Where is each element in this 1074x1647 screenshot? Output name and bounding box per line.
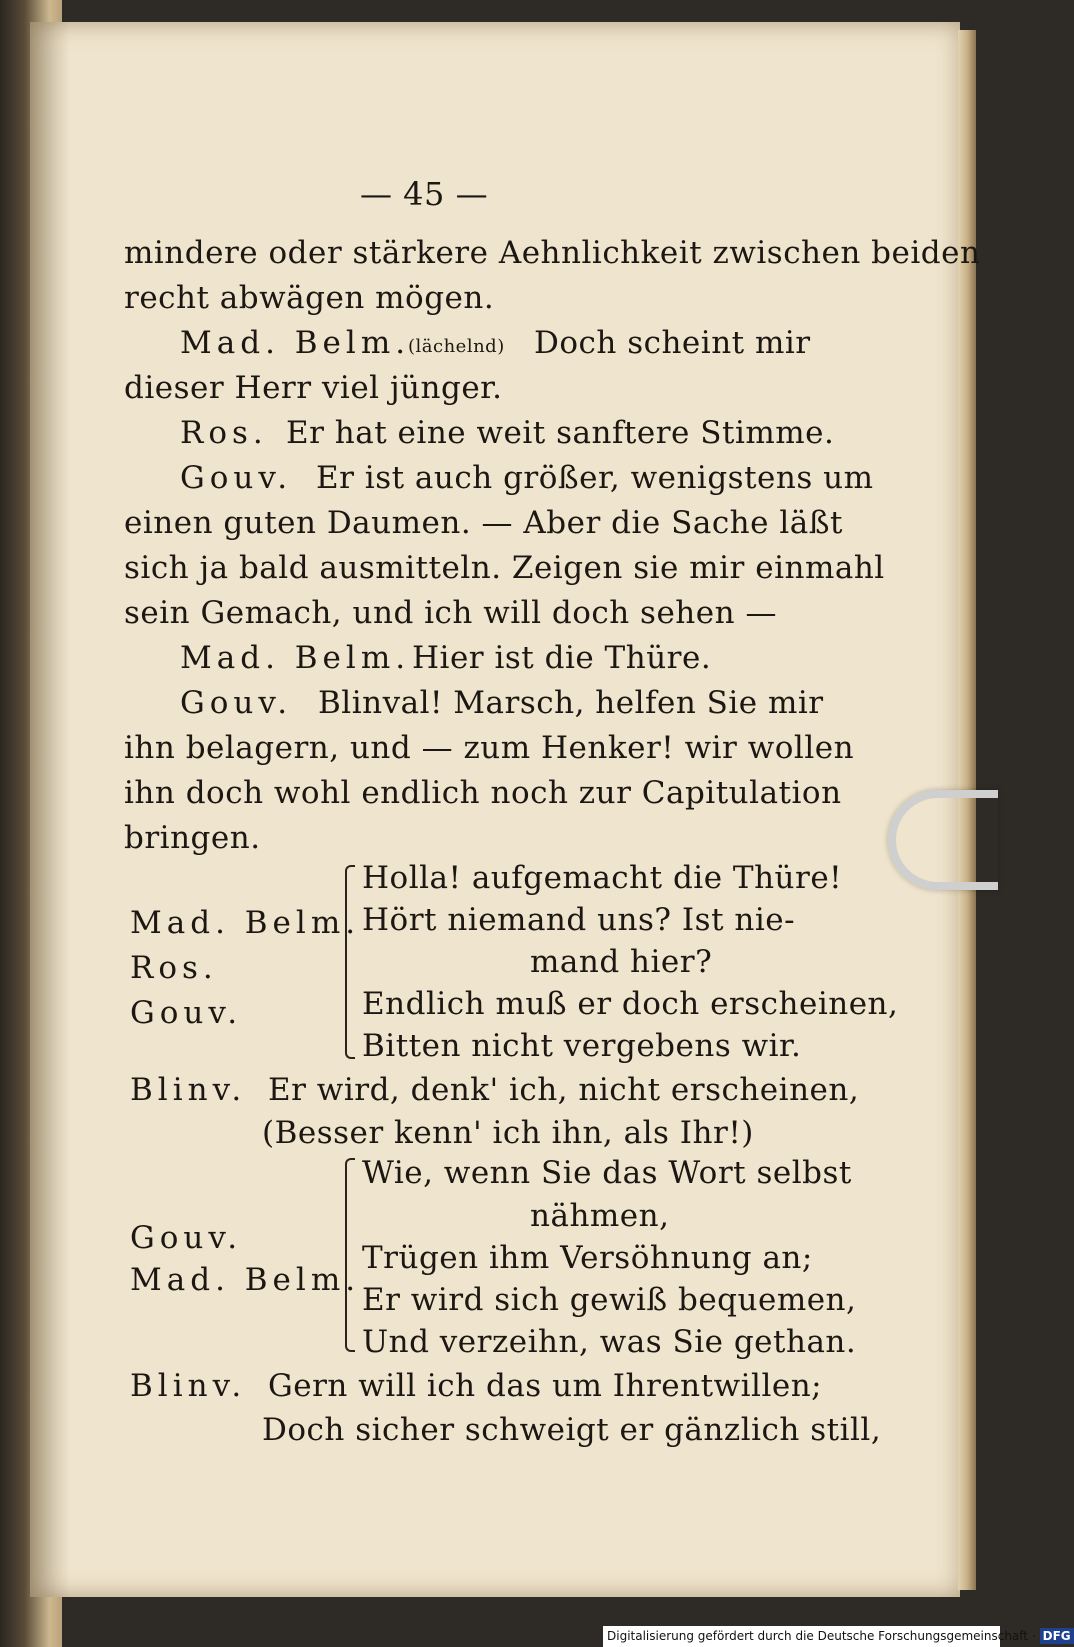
speaker-name: Ros. xyxy=(180,415,268,451)
verse-line: Bitten nicht vergebens wir. xyxy=(362,1028,802,1064)
text-line: einen guten Daumen. — Aber die Sache läßt xyxy=(124,505,843,541)
verse-line: Endlich muß er doch erscheinen, xyxy=(362,986,899,1022)
speaker-name: Gouv. xyxy=(130,995,243,1031)
page-number: — 45 — xyxy=(360,175,489,213)
text-line: bringen. xyxy=(124,820,261,856)
text-line: recht abwägen mögen. xyxy=(124,280,495,316)
verse-line: nähmen, xyxy=(530,1198,670,1234)
text-line: Er hat eine weit sanftere Stimme. xyxy=(286,415,835,451)
text-line: Hier ist die Thüre. xyxy=(412,640,712,676)
speaker-name: Mad. Belm. xyxy=(130,905,361,941)
text-line: sein Gemach, und ich will doch sehen — xyxy=(124,595,777,631)
verse-line: Trügen ihm Versöhnung an; xyxy=(362,1240,813,1276)
text-line: dieser Herr viel jünger. xyxy=(124,370,503,406)
text-line: ihn doch wohl endlich noch zur Capitulation xyxy=(124,775,842,811)
gutter-shadow xyxy=(30,22,70,1597)
text-line: mindere oder stärkere Aehnlichkeit zwischen beiden xyxy=(124,235,981,271)
stage-direction: (lächelnd) xyxy=(408,336,505,357)
verse-line: Holla! aufgemacht die Thüre! xyxy=(362,860,843,896)
verse-line: Wie, wenn Sie das Wort selbst xyxy=(362,1155,852,1191)
brace xyxy=(345,865,355,1059)
verse-line: mand hier? xyxy=(530,944,713,980)
paper-clip xyxy=(888,790,998,890)
dfg-logo: DFG xyxy=(1040,1628,1074,1644)
text-line: ihn belagern, und — zum Henker! wir wollen xyxy=(124,730,855,766)
text-line: Er ist auch größer, wenigstens um xyxy=(316,460,874,496)
verse-line: Gern will ich das um Ihrentwillen; xyxy=(268,1368,823,1404)
verse-line: Hört niemand uns? Ist nie- xyxy=(362,902,796,938)
verse-line: Er wird sich gewiß bequemen, xyxy=(362,1282,857,1318)
speaker-name: Gouv. xyxy=(180,460,293,496)
speaker-name: Mad. Belm. xyxy=(130,1262,361,1298)
footer-text: Digitalisierung gefördert durch die Deutsche Forschungsgemeinschaft · xyxy=(607,1629,1036,1643)
verse-line: Doch sicher schweigt er gänzlich still, xyxy=(262,1412,882,1448)
speaker-name: Ros. xyxy=(130,950,218,986)
speaker-name: Blinv. xyxy=(130,1368,247,1404)
speaker-name: Blinv. xyxy=(130,1072,247,1108)
text-line: Blinval! Marsch, helfen Sie mir xyxy=(318,685,824,721)
brace xyxy=(345,1158,355,1352)
speaker-name: Gouv. xyxy=(130,1220,243,1256)
verse-line: Er wird, denk' ich, nicht erscheinen, xyxy=(268,1072,860,1108)
speaker-name: Mad. Belm. xyxy=(180,640,411,676)
digitization-footer xyxy=(603,1626,1071,1647)
verse-line: (Besser kenn' ich ihn, als Ihr!) xyxy=(262,1115,754,1151)
speaker-name: Mad. Belm. xyxy=(180,325,411,361)
text-line: Doch scheint mir xyxy=(534,325,811,361)
text-line: sich ja bald ausmitteln. Zeigen sie mir einmahl xyxy=(124,550,885,586)
verse-line: Und verzeihn, was Sie gethan. xyxy=(362,1324,857,1360)
speaker-name: Gouv. xyxy=(180,685,293,721)
